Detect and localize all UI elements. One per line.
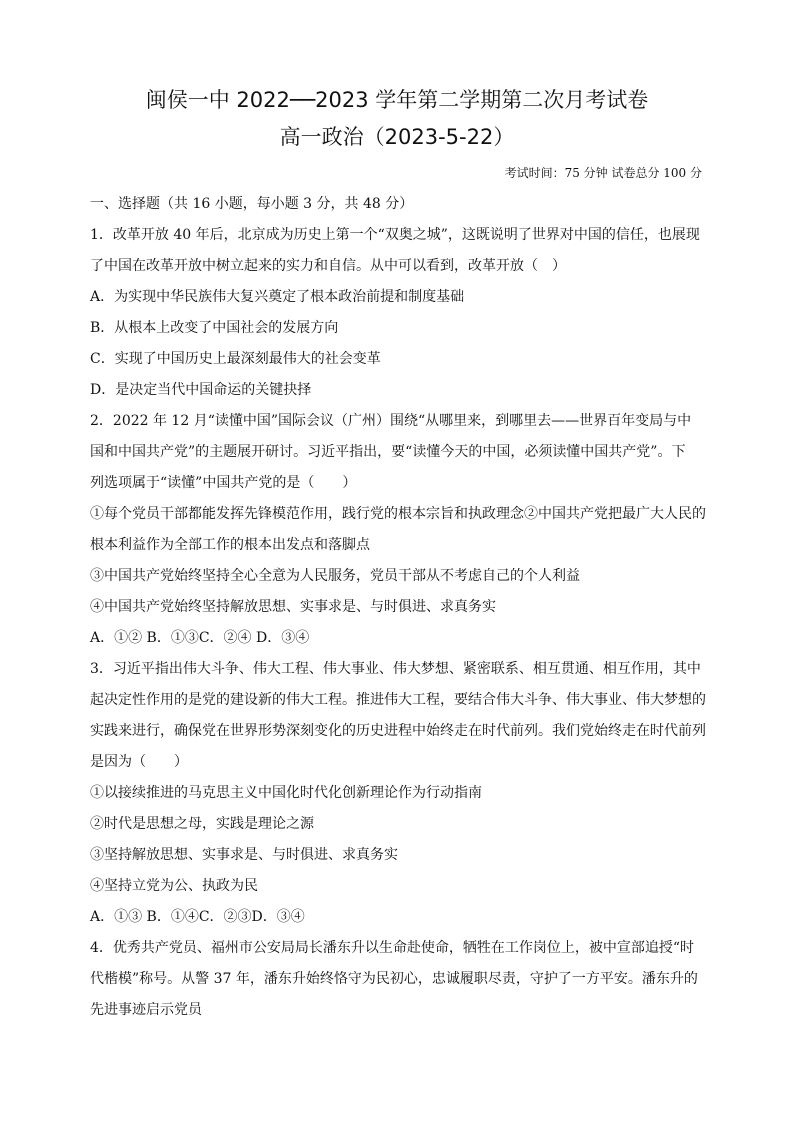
question-stem: 列选项属于“读懂”中国共产党的是（ ） [90,475,357,491]
question-stem: 1．改革开放 40 年后，北京成为历史上第一个“双奥之城”，这既说明了世界对中国的信任，也展现 [90,227,700,243]
question-stem: 是因为（ ） [90,754,188,770]
answer-choices: A．①② B．①③C．②④ D．③④ [90,630,310,646]
exam-body [90,194,710,1021]
statement-1: ①以接续推进的马克思主义中国化时代化创新理论作为行动指南 [90,785,482,801]
question-stem: 了中国在改革开放中树立起来的实力和自信。从中可以看到，改革开放（ ） [90,258,566,274]
exam-title: 闽侯一中 2022──2023 学年第二学期第二次月考试卷 [145,88,649,112]
option-d: D．是决定当代中国命运的关键抉择 [90,382,312,398]
statement-4: ④坚持立党为公、执政为民 [90,878,258,894]
option-a: A．为实现中华民族伟大复兴奠定了根本政治前提和制度基础 [90,289,465,305]
statement-3: ③中国共产党始终坚持全心全意为人民服务，党员干部从不考虑自己的个人利益 [90,568,580,584]
question-2 [90,411,710,649]
exam-subtitle: 高一政治（2023-5-22） [279,125,515,149]
question-stem: 代楷模”称号。从警 37 年，潘东升始终恪守为民初心，忠诚履职尽责，守护了一方平安。潘东升的 [90,971,698,987]
option-b: B．从根本上改变了中国社会的发展方向 [90,320,339,336]
question-stem: 实践来进行，确保党在世界形势深刻变化的历史进程中始终走在时代前列。我们党始终走在时代前列 [90,723,706,739]
option-c: C．实现了中国历史上最深刻最伟大的社会变革 [90,351,381,367]
question-1 [90,225,710,401]
exam-info: 考试时间：75 分钟 试卷总分 100 分 [504,166,702,180]
question-stem: 2．2022 年 12 月“读懂中国”国际会议（广州）围绕“从哪里来，到哪里去——世界百年变局与中 [90,413,692,429]
statement-1-2: ①每个党员干部都能发挥先锋模范作用，践行党的根本宗旨和执政理念②中国共产党把最广大人民的 [90,506,706,522]
section-heading: 一、选择题（共 16 小题，每小题 3 分，共 48 分） [90,196,414,212]
question-stem: 4．优秀共产党员、福州市公安局局长潘东升以生命赴使命，牺牲在工作岗位上，被中宣部追授“时 [90,940,695,956]
question-3 [90,659,710,928]
statement-1-2-cont: 根本利益作为全部工作的根本出发点和落脚点 [90,537,370,553]
question-stem: 先进事迹启示党员 [90,1002,202,1018]
statement-4: ④中国共产党始终坚持解放思想、实事求是、与时俱进、求真务实 [90,599,496,615]
question-stem: 国和中国共产党”的主题展开研讨。习近平指出，要“读懂今天的中国，必须读懂中国共产党”。下 [90,444,686,460]
question-stem: 3．习近平指出伟大斗争、伟大工程、伟大事业、伟大梦想、紧密联系、相互贯通、相互作用，其中 [90,661,701,677]
question-4 [90,938,710,1021]
answer-choices: A．①③ B．①④C．②③D．③④ [90,909,305,925]
question-stem: 起决定性作用的是党的建设新的伟大工程。推进伟大工程，要结合伟大斗争、伟大事业、伟大梦想的 [90,692,706,708]
statement-3: ③坚持解放思想、实事求是、与时俱进、求真务实 [90,847,398,863]
statement-2: ②时代是思想之母，实践是理论之源 [90,816,314,832]
